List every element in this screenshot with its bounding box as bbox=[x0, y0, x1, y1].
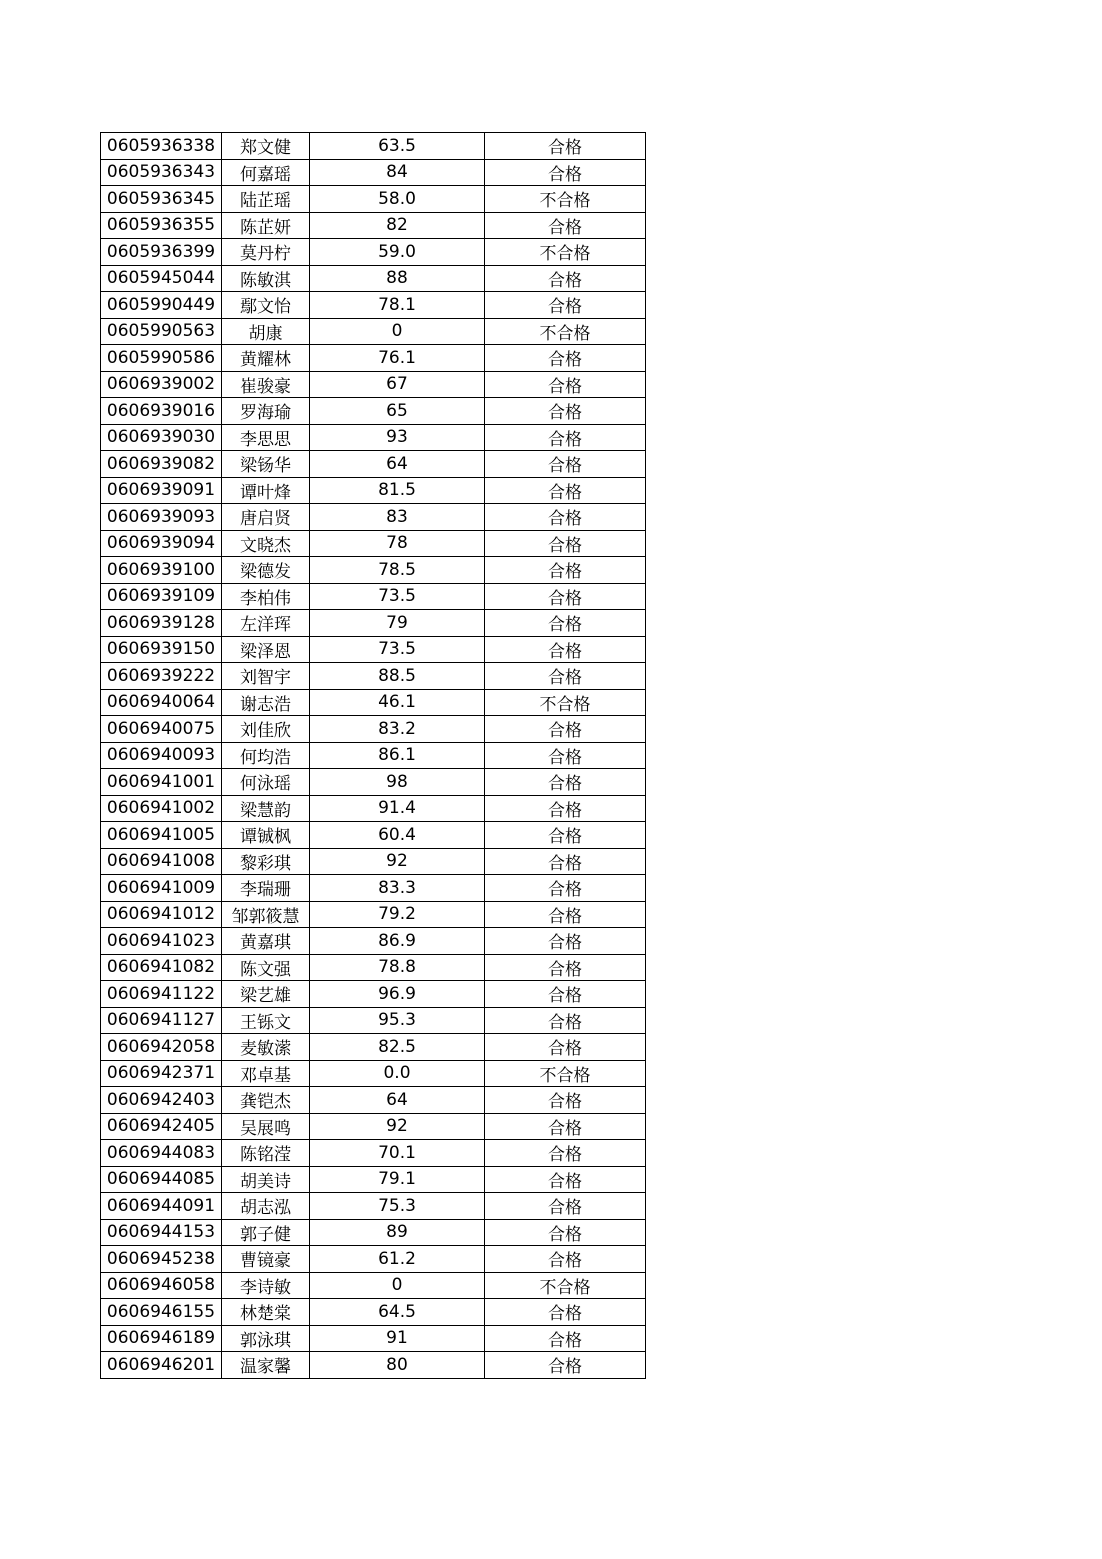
result-cell: 合格 bbox=[485, 822, 646, 849]
result-cell: 不合格 bbox=[485, 1272, 646, 1299]
student-id-cell: 0606939002 bbox=[101, 371, 222, 398]
student-name-cell: 陆芷瑶 bbox=[222, 186, 310, 213]
score-cell: 0 bbox=[310, 318, 485, 345]
result-cell: 合格 bbox=[485, 477, 646, 504]
student-id-cell: 0606946189 bbox=[101, 1325, 222, 1352]
table-row bbox=[101, 1140, 646, 1167]
result-cell: 合格 bbox=[485, 371, 646, 398]
student-name-cell: 梁艺雄 bbox=[222, 981, 310, 1008]
student-name-cell: 胡美诗 bbox=[222, 1166, 310, 1193]
student-id-cell: 0605936399 bbox=[101, 239, 222, 266]
student-id-cell: 0606944083 bbox=[101, 1140, 222, 1167]
student-name-cell: 梁慧韵 bbox=[222, 795, 310, 822]
result-cell: 合格 bbox=[485, 1246, 646, 1273]
score-cell: 95.3 bbox=[310, 1007, 485, 1034]
student-name-cell: 麦敏潆 bbox=[222, 1034, 310, 1061]
score-cell: 91 bbox=[310, 1325, 485, 1352]
student-id-cell: 0605936343 bbox=[101, 159, 222, 186]
table-row bbox=[101, 875, 646, 902]
score-cell: 96.9 bbox=[310, 981, 485, 1008]
student-name-cell: 陈文强 bbox=[222, 954, 310, 981]
student-id-cell: 0606939093 bbox=[101, 504, 222, 531]
student-name-cell: 梁钖华 bbox=[222, 451, 310, 478]
score-cell: 46.1 bbox=[310, 689, 485, 716]
student-name-cell: 郭泳琪 bbox=[222, 1325, 310, 1352]
student-name-cell: 陈铭滢 bbox=[222, 1140, 310, 1167]
score-cell: 63.5 bbox=[310, 133, 485, 160]
result-cell: 合格 bbox=[485, 212, 646, 239]
result-cell: 合格 bbox=[485, 1087, 646, 1114]
student-id-cell: 0606940075 bbox=[101, 716, 222, 743]
table-row bbox=[101, 504, 646, 531]
table-row bbox=[101, 1352, 646, 1379]
table-row bbox=[101, 1087, 646, 1114]
result-cell: 合格 bbox=[485, 610, 646, 637]
student-name-cell: 胡康 bbox=[222, 318, 310, 345]
score-cell: 58.0 bbox=[310, 186, 485, 213]
score-cell: 78.5 bbox=[310, 557, 485, 584]
score-cell: 79.1 bbox=[310, 1166, 485, 1193]
score-cell: 64 bbox=[310, 451, 485, 478]
student-id-cell: 0606941009 bbox=[101, 875, 222, 902]
result-cell: 合格 bbox=[485, 159, 646, 186]
student-name-cell: 王铄文 bbox=[222, 1007, 310, 1034]
score-cell: 60.4 bbox=[310, 822, 485, 849]
results-table bbox=[100, 132, 646, 1379]
result-cell: 合格 bbox=[485, 1352, 646, 1379]
table-row bbox=[101, 1246, 646, 1273]
score-cell: 80 bbox=[310, 1352, 485, 1379]
score-cell: 67 bbox=[310, 371, 485, 398]
result-cell: 合格 bbox=[485, 1219, 646, 1246]
student-name-cell: 曹镜豪 bbox=[222, 1246, 310, 1273]
student-name-cell: 梁德发 bbox=[222, 557, 310, 584]
student-name-cell: 刘佳欣 bbox=[222, 716, 310, 743]
result-cell: 合格 bbox=[485, 1299, 646, 1326]
table-row bbox=[101, 848, 646, 875]
student-name-cell: 龚铠杰 bbox=[222, 1087, 310, 1114]
result-cell: 合格 bbox=[485, 265, 646, 292]
table-row bbox=[101, 424, 646, 451]
student-id-cell: 0606939016 bbox=[101, 398, 222, 425]
student-id-cell: 0606940093 bbox=[101, 742, 222, 769]
student-id-cell: 0605945044 bbox=[101, 265, 222, 292]
score-cell: 88.5 bbox=[310, 663, 485, 690]
table-row bbox=[101, 371, 646, 398]
result-cell: 合格 bbox=[485, 795, 646, 822]
student-name-cell: 李诗敏 bbox=[222, 1272, 310, 1299]
score-cell: 83.2 bbox=[310, 716, 485, 743]
result-cell: 合格 bbox=[485, 901, 646, 928]
score-cell: 82.5 bbox=[310, 1034, 485, 1061]
results-table-body bbox=[101, 133, 646, 1379]
student-id-cell: 0606944085 bbox=[101, 1166, 222, 1193]
student-name-cell: 吴展鸣 bbox=[222, 1113, 310, 1140]
table-row bbox=[101, 1113, 646, 1140]
student-name-cell: 陈敏淇 bbox=[222, 265, 310, 292]
table-row bbox=[101, 610, 646, 637]
result-cell: 合格 bbox=[485, 583, 646, 610]
student-id-cell: 0606946058 bbox=[101, 1272, 222, 1299]
student-name-cell: 谢志浩 bbox=[222, 689, 310, 716]
result-cell: 合格 bbox=[485, 954, 646, 981]
table-row bbox=[101, 1193, 646, 1220]
score-cell: 83.3 bbox=[310, 875, 485, 902]
student-name-cell: 左洋珲 bbox=[222, 610, 310, 637]
score-cell: 0 bbox=[310, 1272, 485, 1299]
student-name-cell: 李柏伟 bbox=[222, 583, 310, 610]
table-row bbox=[101, 212, 646, 239]
result-cell: 合格 bbox=[485, 981, 646, 1008]
student-id-cell: 0606942405 bbox=[101, 1113, 222, 1140]
table-row bbox=[101, 795, 646, 822]
student-id-cell: 0606939082 bbox=[101, 451, 222, 478]
student-name-cell: 谭铖枫 bbox=[222, 822, 310, 849]
table-row bbox=[101, 901, 646, 928]
score-cell: 78.8 bbox=[310, 954, 485, 981]
result-cell: 合格 bbox=[485, 451, 646, 478]
table-row bbox=[101, 398, 646, 425]
student-name-cell: 李瑞珊 bbox=[222, 875, 310, 902]
table-row bbox=[101, 1060, 646, 1087]
table-row bbox=[101, 265, 646, 292]
result-cell: 不合格 bbox=[485, 1060, 646, 1087]
score-cell: 79.2 bbox=[310, 901, 485, 928]
result-cell: 合格 bbox=[485, 424, 646, 451]
student-name-cell: 陈芷妍 bbox=[222, 212, 310, 239]
student-name-cell: 邓卓基 bbox=[222, 1060, 310, 1087]
student-name-cell: 黄耀林 bbox=[222, 345, 310, 372]
student-name-cell: 谭叶烽 bbox=[222, 477, 310, 504]
student-id-cell: 0606944091 bbox=[101, 1193, 222, 1220]
student-name-cell: 鄢文怡 bbox=[222, 292, 310, 319]
student-id-cell: 0606939150 bbox=[101, 636, 222, 663]
table-row bbox=[101, 530, 646, 557]
score-cell: 75.3 bbox=[310, 1193, 485, 1220]
student-name-cell: 唐启贤 bbox=[222, 504, 310, 531]
student-name-cell: 刘智宇 bbox=[222, 663, 310, 690]
score-cell: 81.5 bbox=[310, 477, 485, 504]
table-row bbox=[101, 186, 646, 213]
student-name-cell: 崔骏豪 bbox=[222, 371, 310, 398]
table-row bbox=[101, 822, 646, 849]
result-cell: 不合格 bbox=[485, 318, 646, 345]
student-name-cell: 李思思 bbox=[222, 424, 310, 451]
student-id-cell: 0606941012 bbox=[101, 901, 222, 928]
table-row bbox=[101, 716, 646, 743]
table-row bbox=[101, 663, 646, 690]
student-id-cell: 0606945238 bbox=[101, 1246, 222, 1273]
score-cell: 64 bbox=[310, 1087, 485, 1114]
student-name-cell: 温家馨 bbox=[222, 1352, 310, 1379]
student-id-cell: 0606939128 bbox=[101, 610, 222, 637]
student-id-cell: 0606942403 bbox=[101, 1087, 222, 1114]
student-name-cell: 何均浩 bbox=[222, 742, 310, 769]
student-name-cell: 文晓杰 bbox=[222, 530, 310, 557]
table-row bbox=[101, 239, 646, 266]
student-id-cell: 0606942371 bbox=[101, 1060, 222, 1087]
result-cell: 合格 bbox=[485, 742, 646, 769]
table-row bbox=[101, 583, 646, 610]
result-cell: 合格 bbox=[485, 1140, 646, 1167]
student-name-cell: 莫丹柠 bbox=[222, 239, 310, 266]
table-row bbox=[101, 557, 646, 584]
score-cell: 76.1 bbox=[310, 345, 485, 372]
result-cell: 不合格 bbox=[485, 239, 646, 266]
table-row bbox=[101, 742, 646, 769]
student-id-cell: 0605936338 bbox=[101, 133, 222, 160]
score-cell: 78.1 bbox=[310, 292, 485, 319]
score-cell: 92 bbox=[310, 1113, 485, 1140]
student-id-cell: 0606941122 bbox=[101, 981, 222, 1008]
student-name-cell: 何泳瑶 bbox=[222, 769, 310, 796]
result-cell: 合格 bbox=[485, 557, 646, 584]
student-id-cell: 0606939091 bbox=[101, 477, 222, 504]
student-id-cell: 0606939030 bbox=[101, 424, 222, 451]
table-row bbox=[101, 1007, 646, 1034]
score-cell: 65 bbox=[310, 398, 485, 425]
table-row bbox=[101, 133, 646, 160]
student-id-cell: 0605990563 bbox=[101, 318, 222, 345]
table-row bbox=[101, 1219, 646, 1246]
table-row bbox=[101, 981, 646, 1008]
student-id-cell: 0606942058 bbox=[101, 1034, 222, 1061]
student-id-cell: 0606946155 bbox=[101, 1299, 222, 1326]
result-cell: 合格 bbox=[485, 1113, 646, 1140]
table-row bbox=[101, 477, 646, 504]
table-row bbox=[101, 1034, 646, 1061]
score-cell: 98 bbox=[310, 769, 485, 796]
result-cell: 合格 bbox=[485, 1193, 646, 1220]
result-cell: 合格 bbox=[485, 875, 646, 902]
student-id-cell: 0606941023 bbox=[101, 928, 222, 955]
student-name-cell: 邹郭筱慧 bbox=[222, 901, 310, 928]
score-cell: 88 bbox=[310, 265, 485, 292]
table-row bbox=[101, 159, 646, 186]
student-name-cell: 何嘉瑶 bbox=[222, 159, 310, 186]
score-cell: 64.5 bbox=[310, 1299, 485, 1326]
student-id-cell: 0606939094 bbox=[101, 530, 222, 557]
score-cell: 83 bbox=[310, 504, 485, 531]
score-cell: 86.1 bbox=[310, 742, 485, 769]
score-cell: 93 bbox=[310, 424, 485, 451]
student-id-cell: 0605990586 bbox=[101, 345, 222, 372]
result-cell: 合格 bbox=[485, 1034, 646, 1061]
score-cell: 92 bbox=[310, 848, 485, 875]
result-cell: 合格 bbox=[485, 848, 646, 875]
student-id-cell: 0606941127 bbox=[101, 1007, 222, 1034]
result-cell: 合格 bbox=[485, 504, 646, 531]
table-row bbox=[101, 636, 646, 663]
student-name-cell: 罗海瑜 bbox=[222, 398, 310, 425]
student-id-cell: 0606940064 bbox=[101, 689, 222, 716]
table-row bbox=[101, 1166, 646, 1193]
student-name-cell: 郑文健 bbox=[222, 133, 310, 160]
result-cell: 合格 bbox=[485, 716, 646, 743]
table-row bbox=[101, 1272, 646, 1299]
result-cell: 合格 bbox=[485, 292, 646, 319]
result-cell: 合格 bbox=[485, 133, 646, 160]
table-row bbox=[101, 1325, 646, 1352]
score-cell: 79 bbox=[310, 610, 485, 637]
table-row bbox=[101, 689, 646, 716]
result-cell: 合格 bbox=[485, 398, 646, 425]
student-name-cell: 黄嘉琪 bbox=[222, 928, 310, 955]
table-row bbox=[101, 769, 646, 796]
table-row bbox=[101, 292, 646, 319]
student-id-cell: 0606939109 bbox=[101, 583, 222, 610]
student-name-cell: 胡志泓 bbox=[222, 1193, 310, 1220]
score-cell: 59.0 bbox=[310, 239, 485, 266]
result-cell: 合格 bbox=[485, 769, 646, 796]
score-cell: 61.2 bbox=[310, 1246, 485, 1273]
result-cell: 不合格 bbox=[485, 689, 646, 716]
result-cell: 合格 bbox=[485, 1325, 646, 1352]
result-cell: 合格 bbox=[485, 636, 646, 663]
student-name-cell: 林楚棠 bbox=[222, 1299, 310, 1326]
table-row bbox=[101, 928, 646, 955]
score-cell: 73.5 bbox=[310, 583, 485, 610]
student-name-cell: 梁泽恩 bbox=[222, 636, 310, 663]
score-cell: 84 bbox=[310, 159, 485, 186]
student-id-cell: 0606941001 bbox=[101, 769, 222, 796]
student-id-cell: 0605990449 bbox=[101, 292, 222, 319]
score-cell: 70.1 bbox=[310, 1140, 485, 1167]
result-cell: 合格 bbox=[485, 663, 646, 690]
student-name-cell: 郭子健 bbox=[222, 1219, 310, 1246]
student-id-cell: 0605936345 bbox=[101, 186, 222, 213]
result-cell: 合格 bbox=[485, 928, 646, 955]
score-cell: 0.0 bbox=[310, 1060, 485, 1087]
student-id-cell: 0606939222 bbox=[101, 663, 222, 690]
student-id-cell: 0606939100 bbox=[101, 557, 222, 584]
score-cell: 82 bbox=[310, 212, 485, 239]
score-cell: 73.5 bbox=[310, 636, 485, 663]
table-row bbox=[101, 345, 646, 372]
score-cell: 78 bbox=[310, 530, 485, 557]
result-cell: 合格 bbox=[485, 1166, 646, 1193]
student-id-cell: 0605936355 bbox=[101, 212, 222, 239]
student-id-cell: 0606944153 bbox=[101, 1219, 222, 1246]
score-cell: 91.4 bbox=[310, 795, 485, 822]
student-id-cell: 0606941008 bbox=[101, 848, 222, 875]
table-row bbox=[101, 318, 646, 345]
result-cell: 不合格 bbox=[485, 186, 646, 213]
table-row bbox=[101, 1299, 646, 1326]
student-id-cell: 0606946201 bbox=[101, 1352, 222, 1379]
result-cell: 合格 bbox=[485, 345, 646, 372]
student-id-cell: 0606941002 bbox=[101, 795, 222, 822]
score-cell: 89 bbox=[310, 1219, 485, 1246]
student-id-cell: 0606941005 bbox=[101, 822, 222, 849]
result-cell: 合格 bbox=[485, 530, 646, 557]
result-cell: 合格 bbox=[485, 1007, 646, 1034]
student-id-cell: 0606941082 bbox=[101, 954, 222, 981]
table-row bbox=[101, 954, 646, 981]
student-name-cell: 黎彩琪 bbox=[222, 848, 310, 875]
score-cell: 86.9 bbox=[310, 928, 485, 955]
table-row bbox=[101, 451, 646, 478]
